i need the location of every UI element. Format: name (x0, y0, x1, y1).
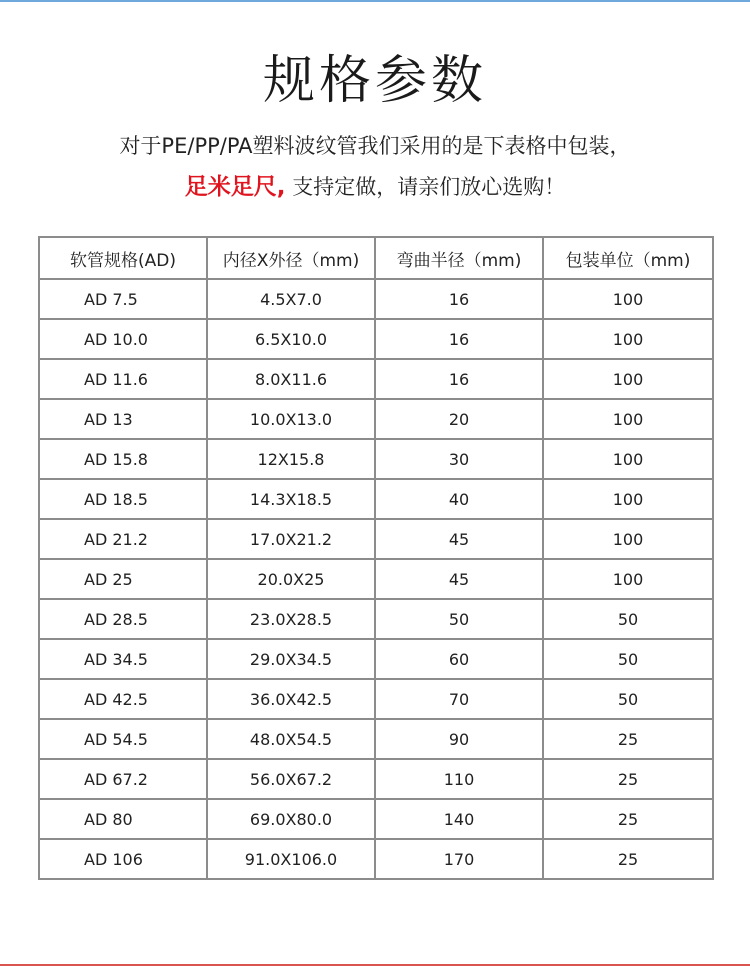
cell-package-unit: 100 (543, 399, 713, 439)
table-row (39, 439, 713, 479)
intro-highlight: 足米足尺, (184, 174, 286, 200)
table-row (39, 319, 713, 359)
cell-diameter: 8.0X11.6 (207, 359, 375, 399)
cell-diameter: 4.5X7.0 (207, 279, 375, 319)
cell-package-unit: 100 (543, 559, 713, 599)
cell-package-unit: 50 (543, 639, 713, 679)
cell-bend-radius: 110 (375, 759, 543, 799)
cell-package-unit: 25 (543, 719, 713, 759)
cell-diameter: 6.5X10.0 (207, 319, 375, 359)
column-header-bend-radius: 弯曲半径（mm) (375, 237, 543, 279)
cell-bend-radius: 40 (375, 479, 543, 519)
cell-package-unit: 100 (543, 439, 713, 479)
cell-diameter: 14.3X18.5 (207, 479, 375, 519)
cell-bend-radius: 140 (375, 799, 543, 839)
cell-spec: AD 10.0 (39, 319, 207, 359)
cell-package-unit: 100 (543, 359, 713, 399)
cell-package-unit: 25 (543, 759, 713, 799)
cell-diameter: 36.0X42.5 (207, 679, 375, 719)
intro-text-line1: 对于PE/PP/PA塑料波纹管我们采用的是下表格中包装， (119, 134, 631, 158)
cell-package-unit: 100 (543, 319, 713, 359)
column-header-diameter: 内径X外径（mm) (207, 237, 375, 279)
cell-diameter: 91.0X106.0 (207, 839, 375, 879)
cell-diameter: 23.0X28.5 (207, 599, 375, 639)
cell-diameter: 12X15.8 (207, 439, 375, 479)
cell-spec: AD 11.6 (39, 359, 207, 399)
cell-spec: AD 18.5 (39, 479, 207, 519)
table-row (39, 839, 713, 879)
table-row (39, 759, 713, 799)
cell-diameter: 10.0X13.0 (207, 399, 375, 439)
table-row (39, 359, 713, 399)
intro-text-line2 (0, 168, 750, 201)
cell-diameter: 48.0X54.5 (207, 719, 375, 759)
cell-diameter: 20.0X25 (207, 559, 375, 599)
cell-bend-radius: 45 (375, 519, 543, 559)
cell-bend-radius: 45 (375, 559, 543, 599)
table-row (39, 679, 713, 719)
cell-spec: AD 25 (39, 559, 207, 599)
cell-package-unit: 50 (543, 599, 713, 639)
cell-spec: AD 80 (39, 799, 207, 839)
table-row (39, 479, 713, 519)
cell-package-unit: 100 (543, 279, 713, 319)
cell-bend-radius: 16 (375, 359, 543, 399)
column-header-spec: 软管规格(AD) (39, 237, 207, 279)
table-row (39, 719, 713, 759)
cell-spec: AD 13 (39, 399, 207, 439)
table-row (39, 639, 713, 679)
cell-spec: AD 54.5 (39, 719, 207, 759)
cell-package-unit: 25 (543, 799, 713, 839)
table-body (39, 279, 713, 879)
cell-spec: AD 15.8 (39, 439, 207, 479)
cell-bend-radius: 60 (375, 639, 543, 679)
cell-diameter: 69.0X80.0 (207, 799, 375, 839)
intro-text-rest: 支持定做，请亲们放心选购！ (285, 175, 566, 199)
top-divider (0, 0, 750, 2)
cell-spec: AD 67.2 (39, 759, 207, 799)
cell-package-unit: 100 (543, 519, 713, 559)
cell-diameter: 56.0X67.2 (207, 759, 375, 799)
cell-diameter: 17.0X21.2 (207, 519, 375, 559)
cell-spec: AD 21.2 (39, 519, 207, 559)
table-row (39, 799, 713, 839)
cell-package-unit: 100 (543, 479, 713, 519)
cell-spec: AD 7.5 (39, 279, 207, 319)
cell-package-unit: 25 (543, 839, 713, 879)
table-row (39, 399, 713, 439)
column-header-package-unit: 包装单位（mm) (543, 237, 713, 279)
table-header-row (39, 237, 713, 279)
cell-spec: AD 42.5 (39, 679, 207, 719)
cell-bend-radius: 90 (375, 719, 543, 759)
cell-spec: AD 106 (39, 839, 207, 879)
cell-bend-radius: 170 (375, 839, 543, 879)
cell-package-unit: 50 (543, 679, 713, 719)
cell-bend-radius: 70 (375, 679, 543, 719)
table-row (39, 279, 713, 319)
cell-spec: AD 34.5 (39, 639, 207, 679)
table-row (39, 519, 713, 559)
table-row (39, 599, 713, 639)
cell-bend-radius: 30 (375, 439, 543, 479)
cell-bend-radius: 16 (375, 319, 543, 359)
spec-table (38, 236, 714, 880)
page-title: 规格参数 (262, 51, 487, 111)
cell-diameter: 29.0X34.5 (207, 639, 375, 679)
cell-bend-radius: 50 (375, 599, 543, 639)
cell-spec: AD 28.5 (39, 599, 207, 639)
cell-bend-radius: 20 (375, 399, 543, 439)
cell-bend-radius: 16 (375, 279, 543, 319)
table-row (39, 559, 713, 599)
